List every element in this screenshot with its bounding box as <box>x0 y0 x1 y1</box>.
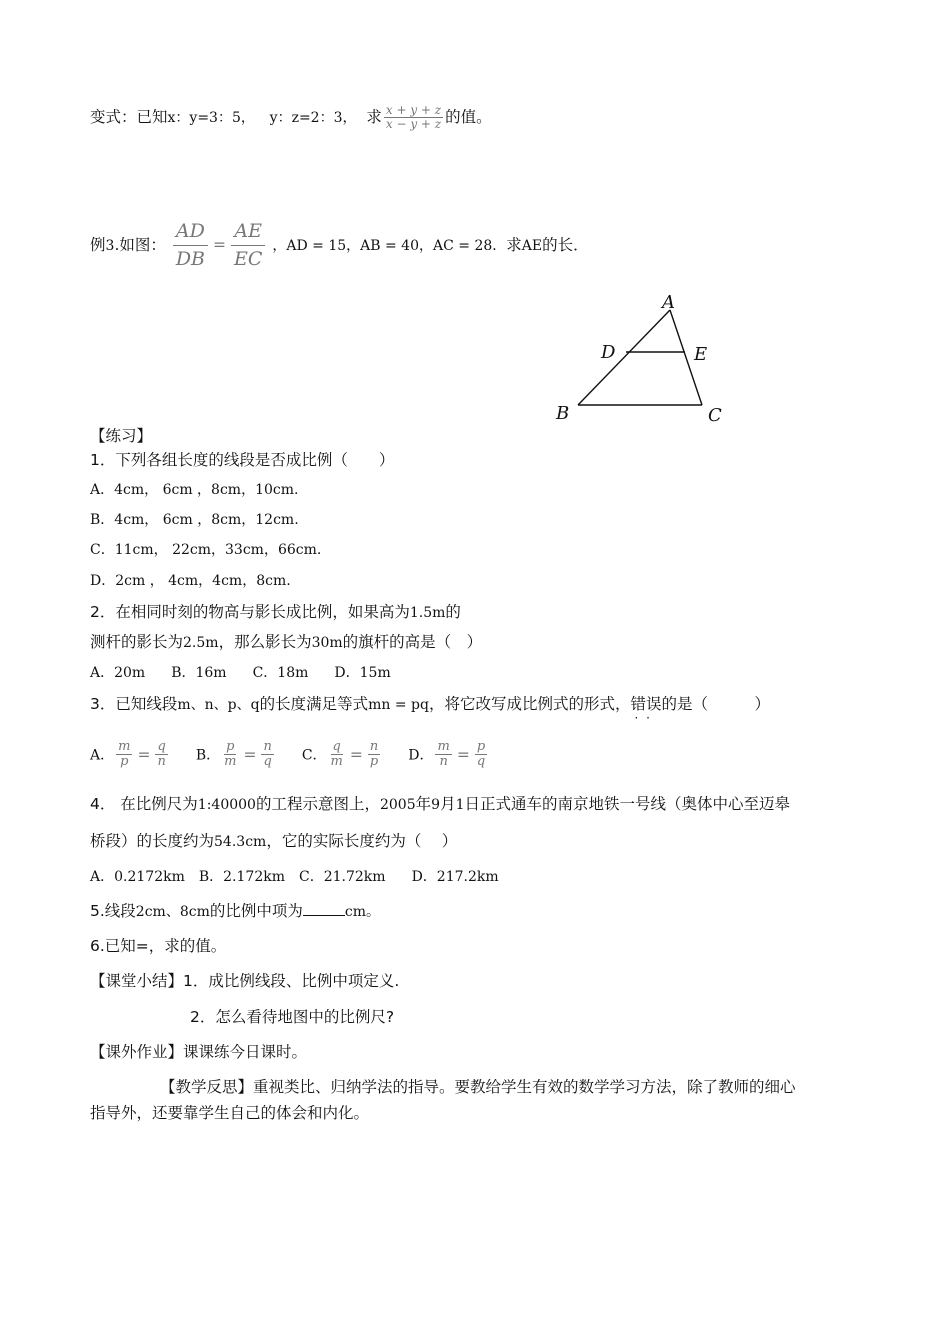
q2-option-b: B．16m <box>171 665 227 681</box>
summary-line2: 2．怎么看待地图中的比例尺? <box>190 1008 395 1026</box>
ratio-ad-db: $\frac{AD}{DB}$ <box>173 218 208 273</box>
reflection-line1: 【教学反思】重视类比、归纳学法的指导。要教给学生有效的数学学习方法，除了教师的细心 <box>160 1078 796 1096</box>
q4-option-c: C．21.72km <box>299 869 386 885</box>
q2-option-c: C．18m <box>252 665 309 681</box>
label-a: A <box>662 292 675 313</box>
reflection-line2: 指导外，还要靠学生自己的体会和内化。 <box>90 1104 370 1122</box>
q3-option-d: D． $\frac{m}{n}$ = $\frac{p}{q}$ <box>408 739 486 770</box>
q2-option-d: D．15m <box>334 665 391 681</box>
q3-option-b: B． $\frac{p}{m}$ = $\frac{n}{q}$ <box>195 739 272 770</box>
q3-option-a: A． $\frac{m}{p}$ = $\frac{q}{n}$ <box>90 739 166 770</box>
q1-option-d: D．2cm ， 4cm，4cm，8cm. <box>90 573 291 589</box>
q5-line: 5.线段2cm、8cm的比例中项为 cm。 <box>90 902 380 920</box>
q4-line1: 4． 在比例尺为1:40000的工程示意图上，2005年9月1日正式通车的南京地铁一号线（奥体中心至迈皋 <box>90 795 791 813</box>
q6-line: 6.已知=，求的值。 <box>90 937 227 955</box>
q4-option-b: B．2.172km <box>198 869 285 885</box>
emphasis-dots: 错误 · · <box>630 693 661 715</box>
triangle-figure <box>540 288 740 428</box>
q2-line2: 测杆的影长为2.5m，那么影长为30m的旗杆的高是（ ） <box>90 633 483 651</box>
practice-heading: 【练习】 <box>90 427 153 445</box>
q2-option-a: A．20m <box>90 665 146 681</box>
side-ab <box>578 310 670 405</box>
homework-line: 【课外作业】课课练今日课时。 <box>90 1043 308 1061</box>
q1-stem: 1．下列各组长度的线段是否成比例（ ） <box>90 451 395 469</box>
q4-option-d: D．217.2km <box>411 869 499 885</box>
q3-stem: 3．已知线段m、n、p、q的长度满足等式mn = pq，将它改写成比例式的形式，错误 · ·的是（ ） <box>90 693 770 716</box>
label-d: D <box>601 342 616 363</box>
answer-blank <box>303 901 345 916</box>
variant-fraction: $\frac{x + y + z}{x - y + z}$ <box>385 103 442 132</box>
label-e: E <box>694 344 708 365</box>
q3-option-c: C． $\frac{q}{m}$ = $\frac{n}{p}$ <box>301 739 379 770</box>
q4-line2: 桥段）的长度约为54.3cm，它的实际长度约为（ ） <box>90 832 458 850</box>
variant-line: 变式：已知x：y=3：5， y：z=2：3， 求 $\frac{x + y + z}{x - y + z}$ 的值。 <box>90 103 492 132</box>
q2-options <box>90 662 405 684</box>
q4-options <box>90 866 513 888</box>
q3-options <box>90 740 503 770</box>
ratio-ae-ec: $\frac{AE}{EC}$ <box>231 218 265 273</box>
q1-option-a: A．4cm， 6cm ，8cm，10cm. <box>90 482 299 498</box>
example3-line: 例3.如图： $\frac{AD}{DB}$ = $\frac{AE}{EC}$ ，AD = 15，AB = 40，AC = 28．求AE的长． <box>90 218 589 273</box>
q2-line1: 2．在相同时刻的物高与影长成比例，如果高为1.5m的 <box>90 603 461 621</box>
q1-option-c: C．11cm， 22cm，33cm，66cm. <box>90 542 322 558</box>
label-b: B <box>556 403 570 424</box>
q1-option-b: B．4cm， 6cm ，8cm，12cm. <box>90 512 299 528</box>
label-c: C <box>708 405 722 426</box>
q4-option-a: A．0.2172km <box>90 869 185 885</box>
summary-line1: 【课堂小结】1．成比例线段、比例中项定义. <box>90 972 400 990</box>
